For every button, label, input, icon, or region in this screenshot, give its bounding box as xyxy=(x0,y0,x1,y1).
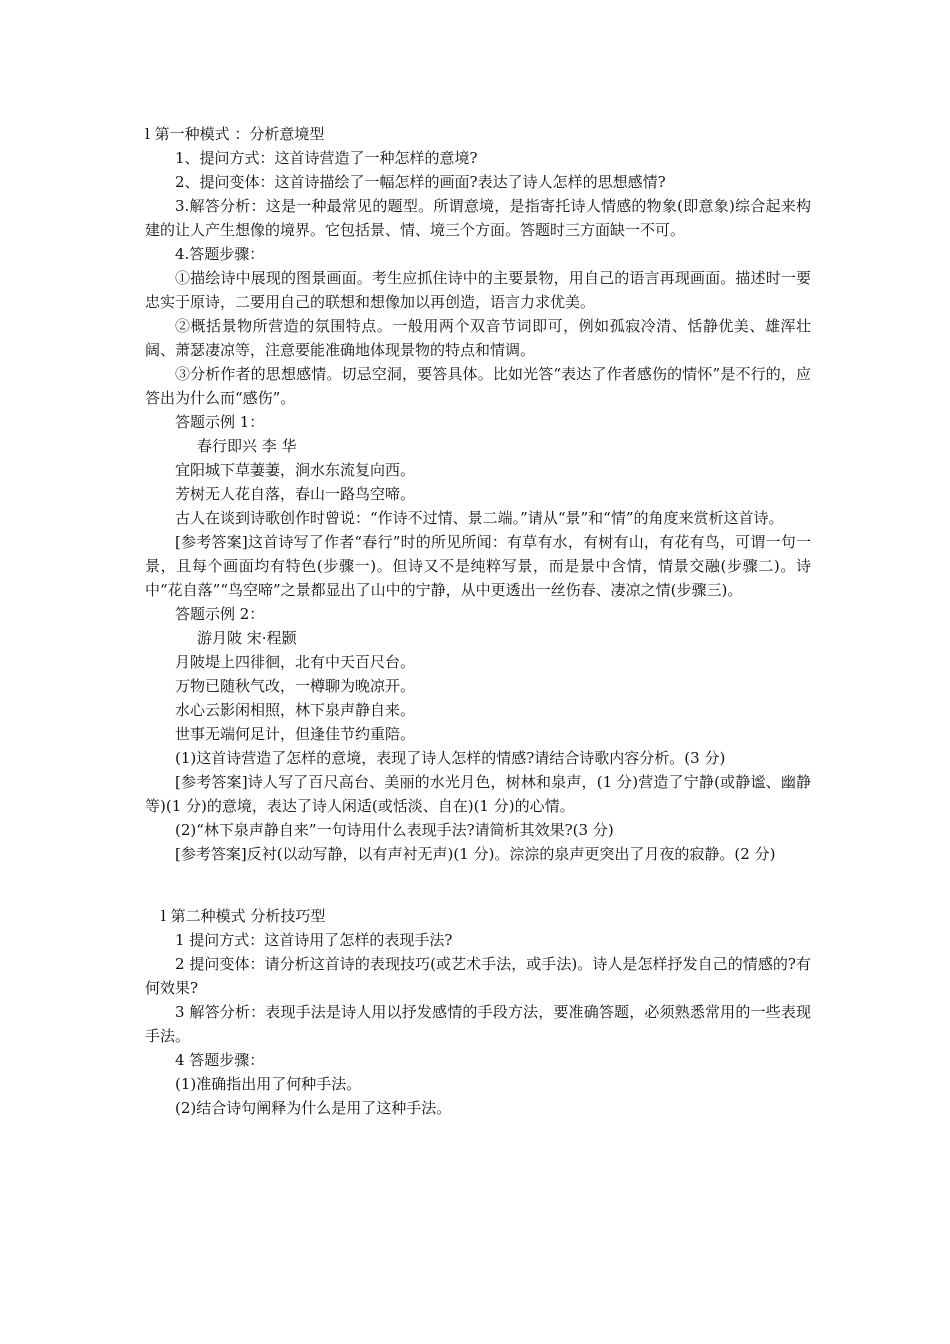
section1-steps-title: 4.答题步骤： xyxy=(175,245,265,263)
example2-question-2: (2)“林下泉声静自来”一句诗用什么表现手法?请简析其效果?(3 分) xyxy=(175,821,614,839)
example2-poem-line: 水心云影闲相照，林下泉声静自来。 xyxy=(175,701,416,719)
section1-heading: l 第一种模式 ：分析意境型 xyxy=(145,125,325,143)
section2-heading: l 第二种模式 分析技巧型 xyxy=(161,907,326,925)
example1-label: 答题示例 1： xyxy=(175,413,265,431)
section2-step-2: (2)结合诗句阐释为什么是用了这种手法。 xyxy=(175,1099,452,1117)
example1-poem-title: 春行即兴 李 华 xyxy=(197,437,297,455)
example2-answer-1: [参考答案]诗人写了百尺高台、美丽的水光月色，树林和泉声，(1 分)营造了宁静(或静谧、幽静等)(1 分)的意境，表达了诗人闲适(或恬淡、自在)(1 分)的心情。 xyxy=(145,773,811,815)
section1-step-3: ③分析作者的思想感情。切忌空洞，要答具体。比如光答“表达了作者感伤的情怀”是不行的，应答出为什么而“感伤”。 xyxy=(145,365,811,407)
example2-poem-line: 世事无端何足计，但逢佳节约重陪。 xyxy=(175,725,416,743)
section2-question-variant: 2 提问变体：请分析这首诗的表现技巧(或艺术手法，或手法)。诗人是怎样抒发自己的情感的?有何效果? xyxy=(145,955,811,997)
example1-poem-line: 芳树无人花自落，春山一路鸟空啼。 xyxy=(175,485,416,503)
section2-step-1: (1)准确指出用了何种手法。 xyxy=(175,1075,362,1093)
example2-poem-title: 游月陂 宋·程颢 xyxy=(197,629,297,647)
section1-step-2: ②概括景物所营造的氛围特点。一般用两个双音节词即可，例如孤寂冷清、恬静优美、雄浑壮阔、萧瑟凄凉等，注意要能准确地体现景物的特点和情调。 xyxy=(145,317,811,359)
example2-label: 答题示例 2： xyxy=(175,605,265,623)
section2-question-method: 1 提问方式：这首诗用了怎样的表现手法? xyxy=(175,931,453,949)
section-gap xyxy=(145,866,811,904)
example2-question-1: (1)这首诗营造了怎样的意境，表现了诗人怎样的情感?请结合诗歌内容分析。(3 分) xyxy=(175,749,726,767)
example1-answer: [参考答案]这首诗写了作者“春行”时的所见所闻：有草有水，有树有山，有花有鸟，可谓一句一景，且每个画面均有特色(步骤一)。但诗又不是纯粹写景，而是景中含情，情景交融(步骤二)。诗中“花自落”“鸟空啼”之景都显出了山中的宁静，从中更透出一丝伤春、凄凉之情(步骤三)。 xyxy=(145,533,811,599)
section1-step-1: ①描绘诗中展现的图景画面。考生应抓住诗中的主要景物，用自己的语言再现画面。描述时一要忠实于原诗，二要用自己的联想和想像加以再创造，语言力求优美。 xyxy=(145,269,811,311)
section2-steps-title: 4 答题步骤： xyxy=(175,1051,265,1069)
section1-analysis: 3.解答分析：这是一种最常见的题型。所谓意境，是指寄托诗人情感的物象(即意象)综合起来构建的让人产生想像的境界。它包括景、情、境三个方面。答题时三方面缺一不可。 xyxy=(145,197,811,239)
example1-poem-line: 宜阳城下草萋萋，涧水东流复向西。 xyxy=(175,461,416,479)
example1-question: 古人在谈到诗歌创作时曾说：“作诗不过情、景二端。”请从“景”和“情”的角度来赏析这首诗。 xyxy=(175,509,784,527)
section1-question-method: 1、提问方式：这首诗营造了一种怎样的意境? xyxy=(175,149,478,167)
example2-poem-line: 万物已随秋气改，一樽聊为晚凉开。 xyxy=(175,677,416,695)
example2-answer-2: [参考答案]反衬(以动写静，以有声衬无声)(1 分)。淙淙的泉声更突出了月夜的寂静。(2 分) xyxy=(175,845,776,863)
example2-poem-line: 月陂堤上四徘徊，北有中天百尺台。 xyxy=(175,653,416,671)
document-page xyxy=(145,122,811,1120)
section1-question-variant: 2、提问变体：这首诗描绘了一幅怎样的画面?表达了诗人怎样的思想感情? xyxy=(175,173,666,191)
section2-analysis: 3 解答分析：表现手法是诗人用以抒发感情的手段方法，要准确答题，必须熟悉常用的一些表现手法。 xyxy=(145,1003,811,1045)
